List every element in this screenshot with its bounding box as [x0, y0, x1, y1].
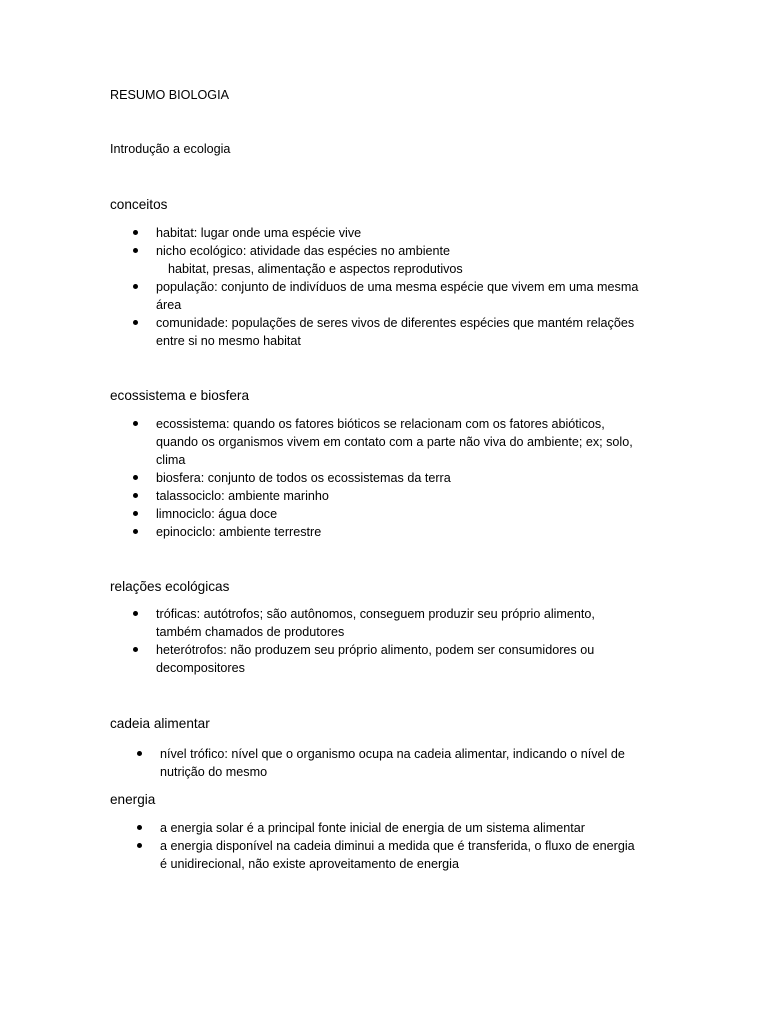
- list-item: talassociclo: ambiente marinho: [0, 487, 633, 505]
- list-item: biosfera: conjunto de todos os ecossistemas da terra: [0, 469, 633, 487]
- list-item-continuation: área: [156, 298, 182, 312]
- bullet-icon: [133, 611, 138, 616]
- bullet-icon: [133, 493, 138, 498]
- list-ecossistema: [0, 415, 633, 541]
- bullet-icon: [137, 751, 142, 756]
- bullet-icon: [133, 284, 138, 289]
- list-item-continuation: nutrição do mesmo: [160, 765, 268, 779]
- list-item: tróficas: autótrofos; são autônomos, conseguem produzir seu próprio alimento,: [0, 605, 595, 623]
- list-item: a energia disponível na cadeia diminui a medida que é transferida, o fluxo de energia: [0, 837, 635, 855]
- bullet-icon: [133, 529, 138, 534]
- list-item: ecossistema: quando os fatores bióticos se relacionam com os fatores abióticos,: [0, 415, 633, 433]
- list-item-continuation: decompositores: [156, 661, 245, 675]
- list-item: limnociclo: água doce: [0, 505, 633, 523]
- list-item-continuation: clima: [156, 453, 186, 467]
- bullet-icon: [133, 421, 138, 426]
- list-item: nicho ecológico: atividade das espécies no ambiente: [0, 242, 638, 260]
- bullet-icon: [137, 843, 142, 848]
- list-relacoes: [0, 605, 595, 677]
- bullet-icon: [133, 320, 138, 325]
- list-item-continuation: é unidirecional, não existe aproveitamento de energia: [160, 857, 459, 871]
- list-item: epinociclo: ambiente terrestre: [0, 523, 633, 541]
- document-subtitle: Introdução a ecologia: [110, 142, 231, 156]
- list-item-continuation: habitat, presas, alimentação e aspectos reprodutivos: [168, 262, 463, 276]
- list-item: comunidade: populações de seres vivos de diferentes espécies que mantém relações: [0, 314, 638, 332]
- section-heading-conceitos: conceitos: [110, 197, 168, 212]
- list-cadeia: [0, 745, 625, 781]
- bullet-icon: [133, 475, 138, 480]
- list-energia: [0, 819, 635, 873]
- bullet-icon: [133, 230, 138, 235]
- bullet-icon: [133, 647, 138, 652]
- list-item: população: conjunto de indivíduos de uma mesma espécie que vivem em uma mesma: [0, 278, 638, 296]
- list-conceitos: [0, 224, 638, 350]
- bullet-icon: [133, 511, 138, 516]
- section-heading-relacoes: relações ecológicas: [110, 579, 230, 594]
- section-heading-cadeia: cadeia alimentar: [110, 716, 210, 731]
- section-heading-energia: energia: [110, 792, 156, 807]
- list-item: heterótrofos: não produzem seu próprio alimento, podem ser consumidores ou: [0, 641, 595, 659]
- section-heading-ecossistema: ecossistema e biosfera: [110, 388, 250, 403]
- list-item-continuation: quando os organismos vivem em contato com a parte não viva do ambiente; ex; solo,: [156, 435, 633, 449]
- document-title: RESUMO BIOLOGIA: [110, 88, 229, 102]
- list-item: habitat: lugar onde uma espécie vive: [0, 224, 638, 242]
- bullet-icon: [133, 248, 138, 253]
- list-item-continuation: entre si no mesmo habitat: [156, 334, 301, 348]
- bullet-icon: [137, 825, 142, 830]
- list-item: a energia solar é a principal fonte inicial de energia de um sistema alimentar: [0, 819, 635, 837]
- list-item-continuation: também chamados de produtores: [156, 625, 345, 639]
- list-item: nível trófico: nível que o organismo ocupa na cadeia alimentar, indicando o nível de: [0, 745, 625, 763]
